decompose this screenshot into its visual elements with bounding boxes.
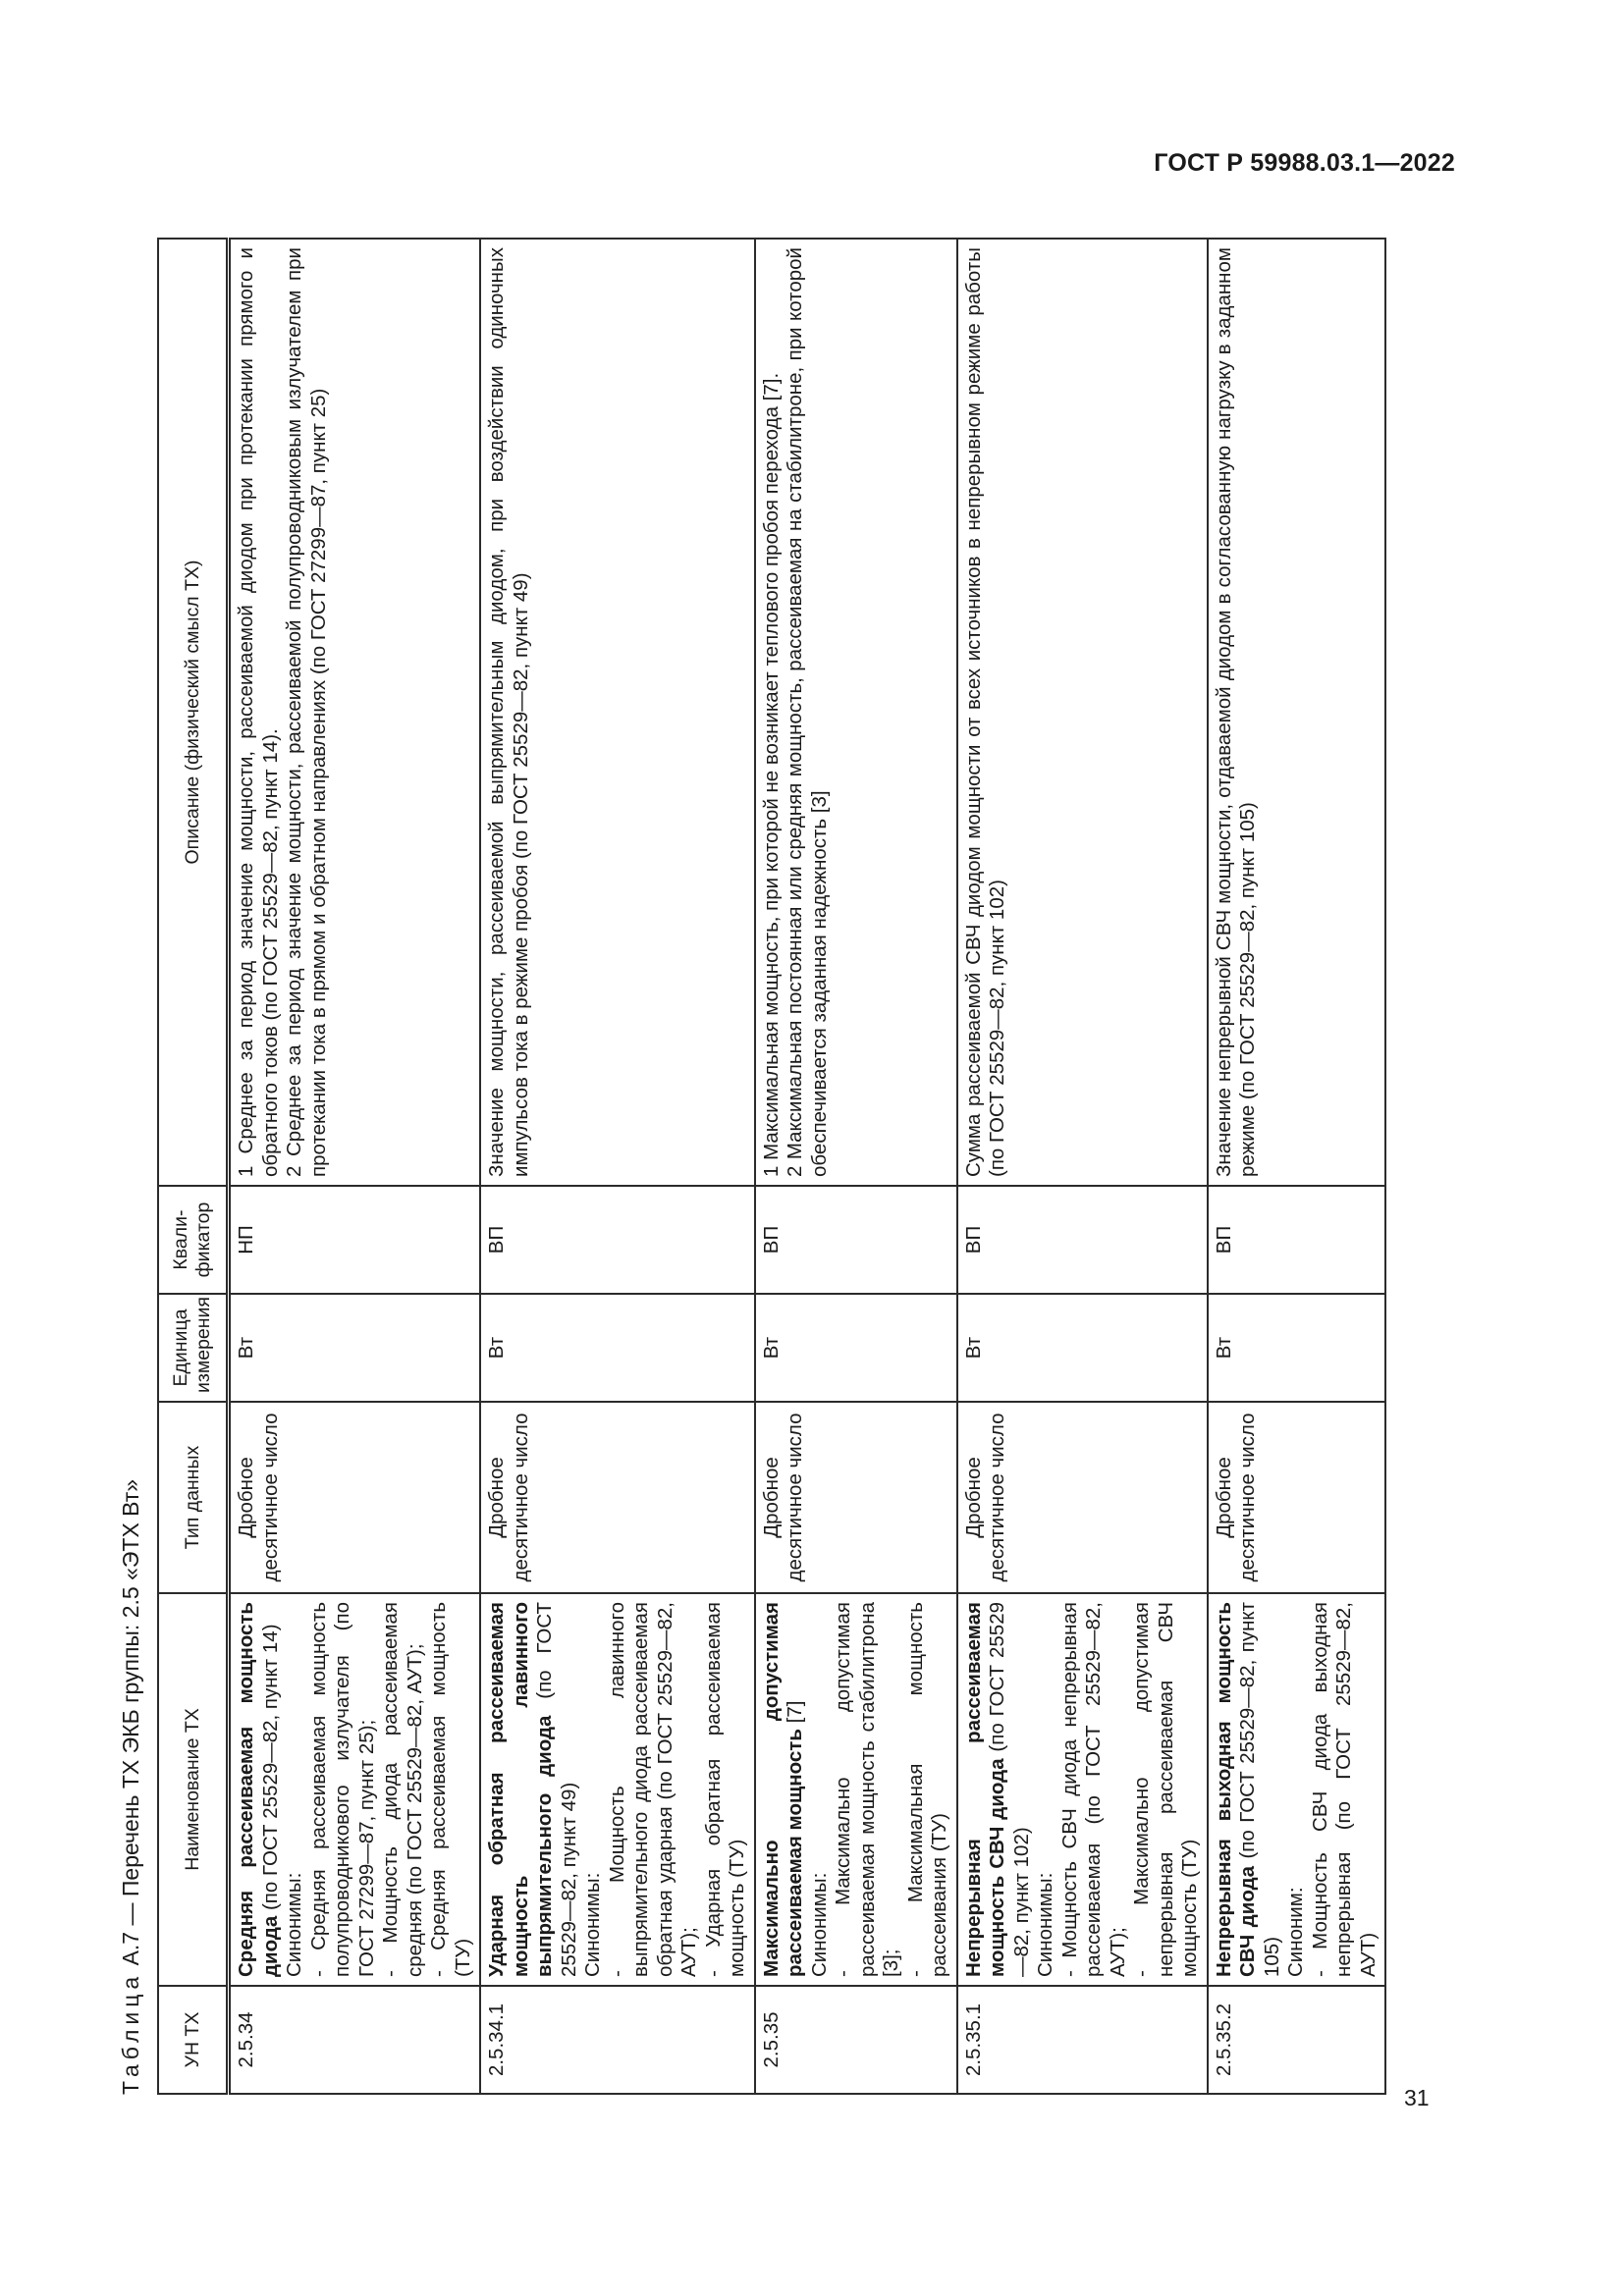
synonym-item: - Максимально допустимая непрерывная рассеиваемая СВЧ мощность (ТУ)	[1130, 1602, 1201, 1977]
cell-data-type: Дробное десятичное число	[1208, 1402, 1386, 1593]
name-ref: [7]	[784, 1700, 806, 1730]
description-paragraph: 2 Максимальная постоянная или средняя мощность, рассеиваемая на стабилитроне, при которой обеспечивается заданная надежность [3]	[784, 247, 831, 1177]
description-paragraph: Значение мощности, рассеиваемой выпрямительным диодом, при воздействии одиночных импульсов тока в режиме пробоя (по ГОСТ 25529—82, пункт 49)	[485, 247, 532, 1177]
table-caption-text: А.7 — Перечень ТХ ЭКБ группы: 2.5 «ЭТХ Вт»	[118, 1478, 143, 1966]
cell-code: 2.5.35.2	[1208, 1986, 1386, 2094]
table-row	[957, 239, 1208, 2094]
synonym-item: - Мощность диода рассеиваемая средняя (по ГОСТ 25529—82, АУТ);	[379, 1602, 426, 1977]
cell-name	[1208, 1593, 1386, 1986]
cell-qualifier: НП	[229, 1186, 481, 1294]
cell-unit: Вт	[1208, 1294, 1386, 1402]
document-header: ГОСТ Р 59988.03.1—2022	[1154, 149, 1455, 177]
cell-name	[755, 1593, 957, 1986]
cell-code: 2.5.35	[755, 1986, 957, 2094]
table-caption-label: Таблица	[118, 1971, 143, 2095]
page-number: 31	[1404, 2085, 1430, 2110]
cell-unit: Вт	[480, 1294, 755, 1402]
name-ref: (по ГОСТ 25529—82, пункт 102)	[986, 1602, 1033, 1977]
col-header-description: Описание (физический смысл ТХ)	[158, 239, 229, 1186]
synonym-item: - Средняя рассеиваемая мощность полупроводникового излучателя (по ГОСТ 27299—87, пункт 25);	[306, 1602, 378, 1977]
cell-qualifier: ВП	[480, 1186, 755, 1294]
cell-code: 2.5.34	[229, 1986, 481, 2094]
synonyms-label: Синоним:	[1284, 1887, 1307, 1977]
cell-data-type: Дробное десятичное число	[480, 1402, 755, 1593]
col-header-name: Наименование ТХ	[158, 1593, 229, 1986]
name-ref: (по ГОСТ 25529—82, пункт 49)	[533, 1602, 580, 1977]
table-header-row	[158, 239, 229, 2094]
description-paragraph: Значение непрерывной СВЧ мощности, отдаваемой диодом в согласованную нагрузку в заданном режиме (по ГОСТ 25529—82, пункт 105)	[1212, 247, 1259, 1177]
name-title: Непрерывная выходная мощность СВЧ диода	[1212, 1602, 1259, 1977]
rotated-table-area	[106, 0, 1382, 2095]
synonyms-label: Синонимы:	[283, 1872, 305, 1977]
synonyms-label: Синонимы:	[807, 1872, 831, 1977]
table-caption	[118, 1479, 144, 2095]
cell-unit: Вт	[755, 1294, 957, 1402]
table-row	[480, 239, 755, 2094]
cell-name	[229, 1593, 481, 1986]
synonym-item: - Средняя рассеиваемая мощность (ТУ)	[427, 1602, 474, 1977]
cell-description	[229, 239, 481, 1186]
col-header-unit: Единица измерения	[158, 1294, 229, 1402]
synonym-item: - Мощность СВЧ диода выходная непрерывная (по ГОСТ 25529—82, АУТ)	[1308, 1602, 1380, 1977]
synonym-item: - Максимально допустимая рассеиваемая мощность стабилитрона [3];	[832, 1602, 902, 1977]
synonyms-label: Синонимы:	[1034, 1872, 1056, 1977]
characteristics-table	[157, 238, 1386, 2095]
cell-code: 2.5.35.1	[957, 1986, 1208, 2094]
table-row	[1208, 239, 1386, 2094]
description-paragraph: Сумма рассеиваемой СВЧ диодом мощности от всех источников в непрерывном режиме работы (по ГОСТ 25529—82, пункт 102)	[961, 247, 1008, 1177]
cell-qualifier: ВП	[957, 1186, 1208, 1294]
name-title: Средняя рассеиваемая мощность диода	[235, 1602, 282, 1977]
cell-unit: Вт	[957, 1294, 1208, 1402]
cell-qualifier: ВП	[755, 1186, 957, 1294]
cell-qualifier: ВП	[1208, 1186, 1386, 1294]
name-title: Максимально допустимая рассеиваемая мощность	[759, 1602, 806, 1977]
cell-unit: Вт	[229, 1294, 481, 1402]
synonym-item: - Мощность СВЧ диода непрерывная рассеиваемая (по ГОСТ 25529—82, АУТ);	[1057, 1602, 1129, 1977]
cell-description	[755, 239, 957, 1186]
cell-data-type: Дробное десятичное число	[755, 1402, 957, 1593]
name-title: Ударная обратная рассеиваемая мощность лавинного выпрямительного диода	[485, 1602, 556, 1977]
description-paragraph: 2 Среднее за период значение мощности, рассеиваемой полупроводниковым излучателем при протекании тока в прямом и обратном направлениях (по ГОСТ 27299—87, пункт 25)	[283, 247, 330, 1177]
col-header-type: Тип данных	[158, 1402, 229, 1593]
cell-name	[957, 1593, 1208, 1986]
synonym-item: - Максимальная мощность рассеивания (ТУ)	[903, 1602, 950, 1977]
col-header-code: УН ТХ	[158, 1986, 229, 2094]
name-ref: (по ГОСТ 25529—82, пункт 105)	[1236, 1602, 1283, 1977]
cell-description	[480, 239, 755, 1186]
table-row	[229, 239, 481, 2094]
cell-name	[480, 1593, 755, 1986]
synonym-item: - Ударная обратная рассеиваемая мощность (ТУ)	[701, 1602, 748, 1977]
name-ref: (по ГОСТ 25529—82, пункт 14)	[258, 1624, 282, 1916]
name-title: Непрерывная рассеиваемая мощность СВЧ диода	[961, 1602, 1008, 1977]
description-paragraph: 1 Среднее за период значение мощности, рассеиваемой диодом при протекании прямого и обратного токов (по ГОСТ 25529—82, пункт 14).	[235, 247, 282, 1177]
synonyms-label: Синонимы:	[581, 1872, 604, 1977]
description-paragraph: 1 Максимальная мощность, при которой не возникает теплового пробоя перехода [7].	[759, 372, 783, 1177]
table-row	[755, 239, 957, 2094]
synonym-item: - Мощность лавинного выпрямительного диода рассеиваемая обратная ударная (по ГОСТ 25529—82, АУТ);	[605, 1602, 700, 1977]
cell-description	[957, 239, 1208, 1186]
col-header-qualifier: Квали-фикатор	[158, 1186, 229, 1294]
cell-data-type: Дробное десятичное число	[957, 1402, 1208, 1593]
cell-code: 2.5.34.1	[480, 1986, 755, 2094]
cell-data-type: Дробное десятичное число	[229, 1402, 481, 1593]
cell-description	[1208, 239, 1386, 1186]
